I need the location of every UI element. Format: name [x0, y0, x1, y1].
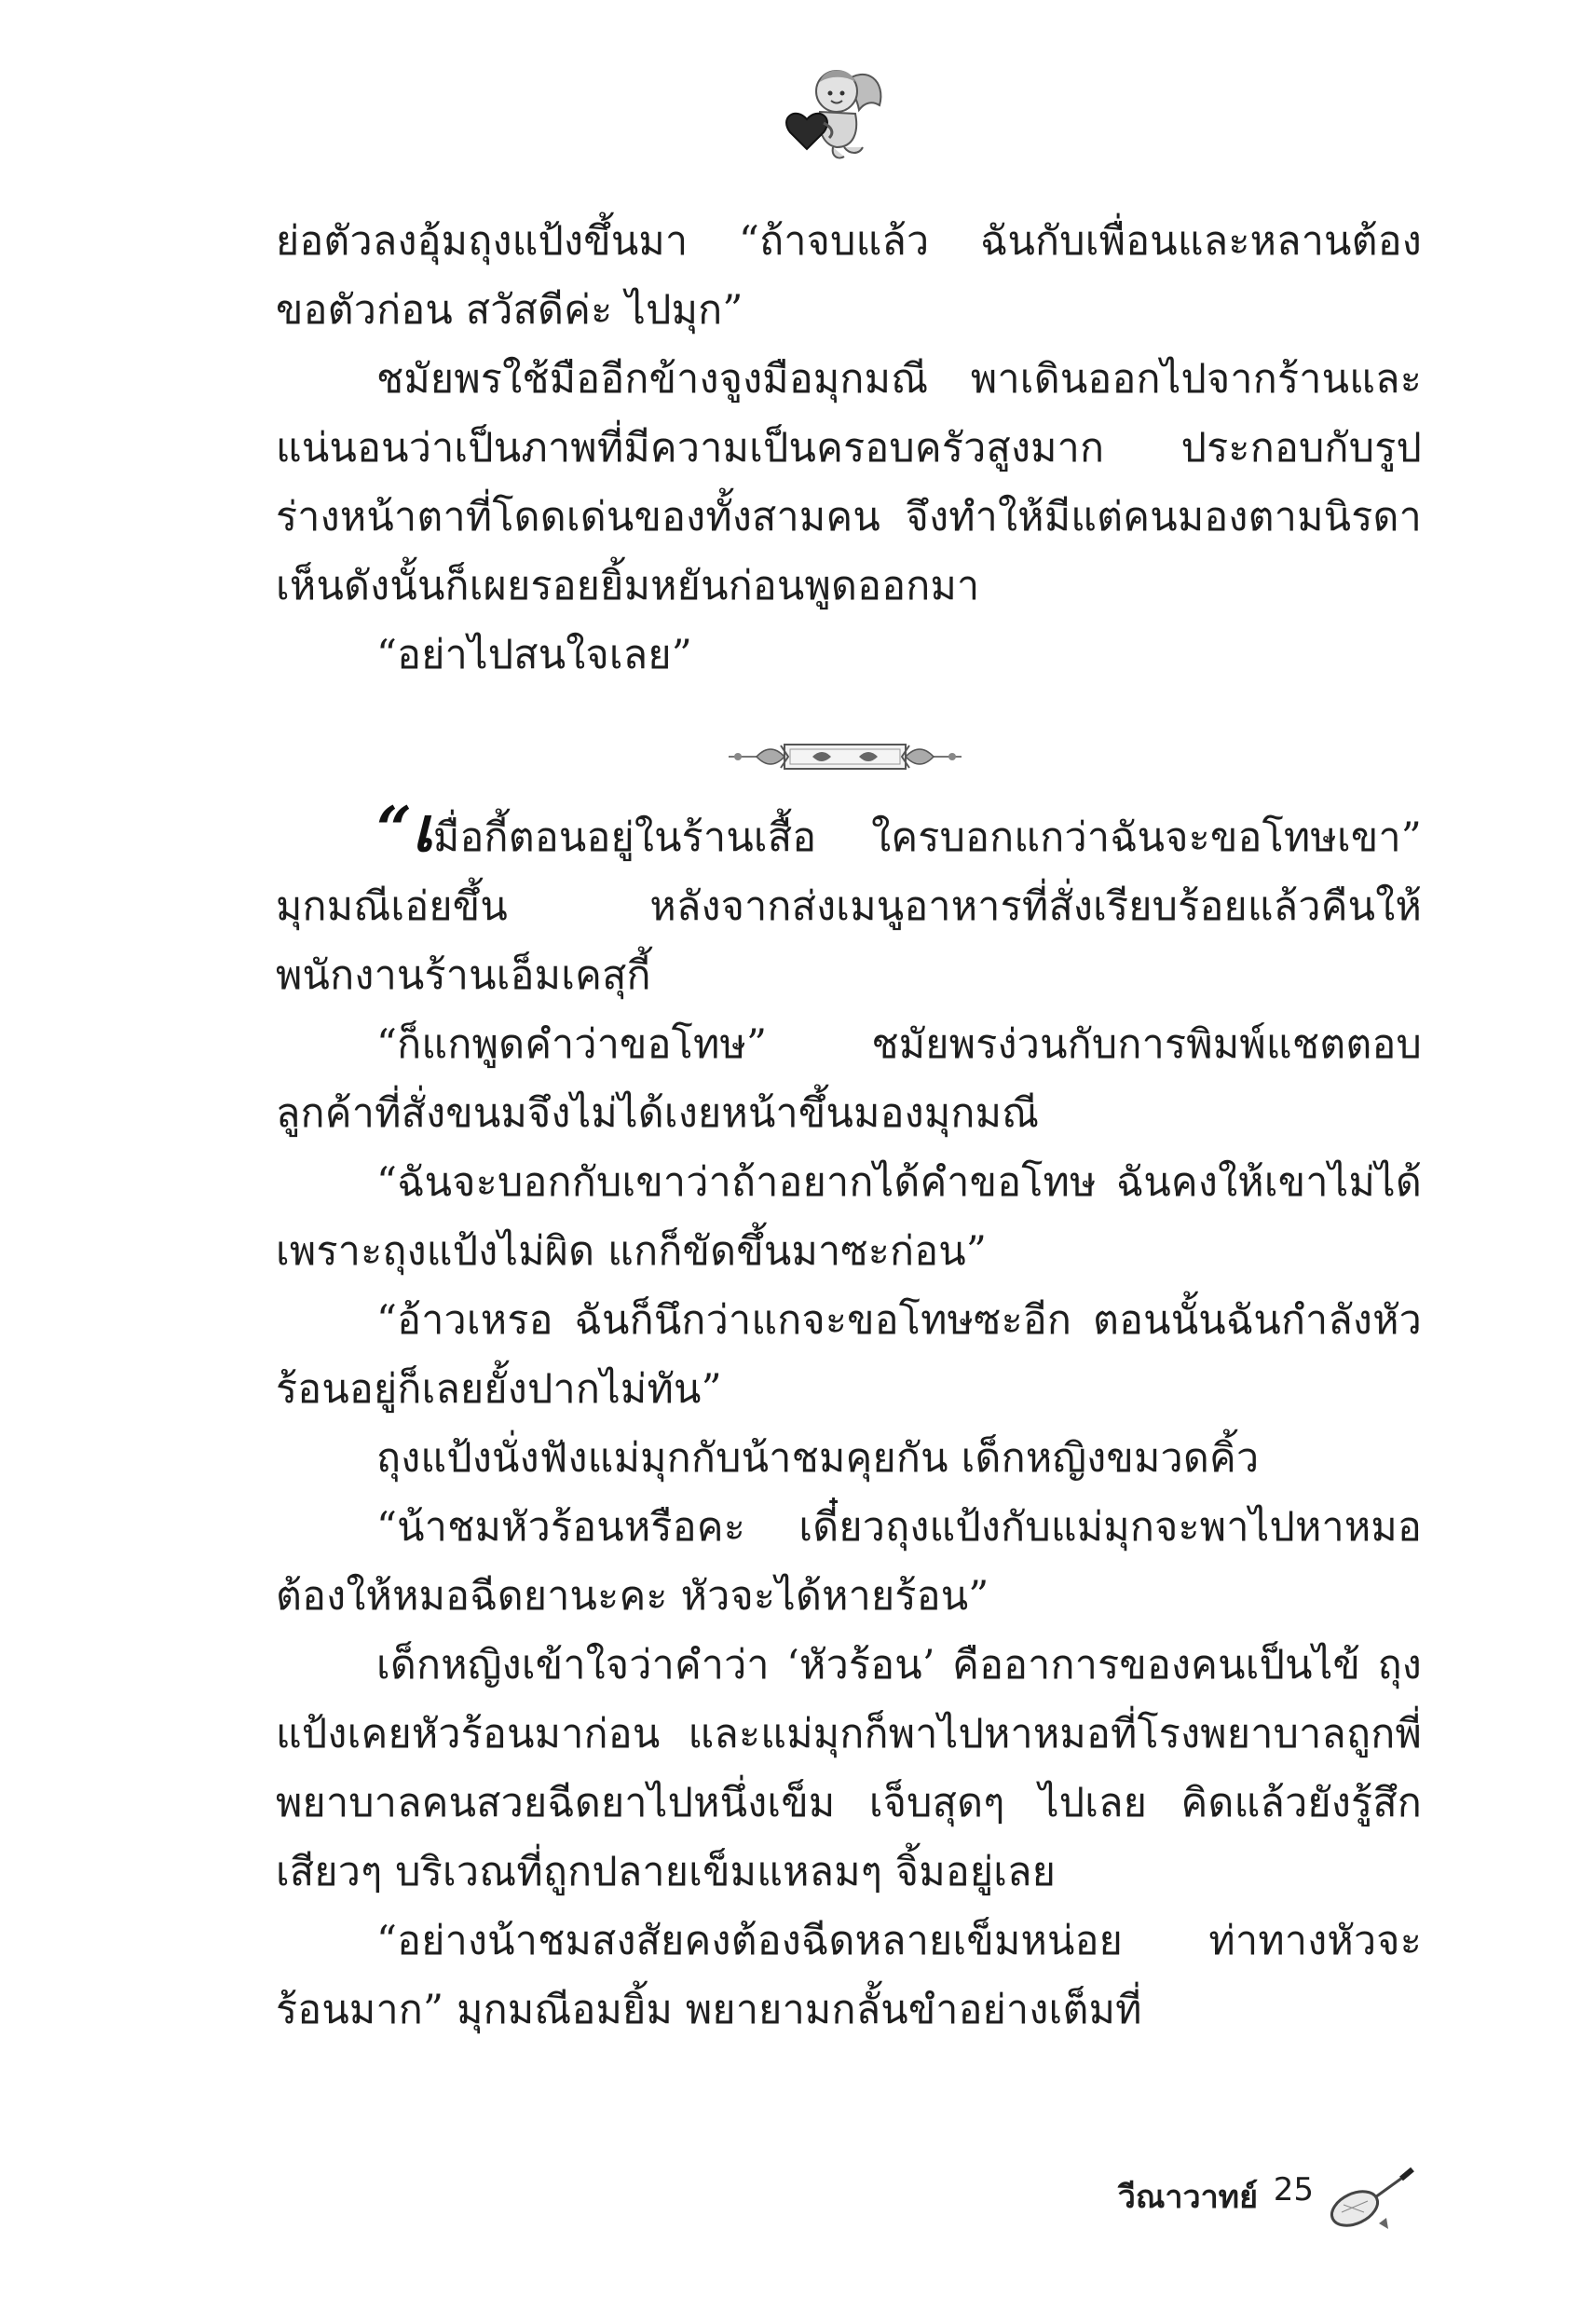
book-title: วีณาวาทย์ — [1117, 2179, 1258, 2216]
drop-cap: “เ — [376, 793, 433, 866]
paragraph: ถุงแป้งนั่งฟังแม่มุกกับน้าชมคุยกัน เด็กหญิงขมวดคิ้ว — [376, 1435, 1260, 1482]
paragraph: “อย่างน้าชมสงสัยคงต้องฉีดหลายเข็มหน่อย ท่าทางหัวจะร้อนมาก” มุกมณีอมยิ้ม พยายามกลั้นขำอย่างเต็มที่ — [276, 1918, 1422, 2033]
page-number: 25 — [1273, 2171, 1314, 2208]
text-block-top — [276, 207, 1422, 690]
text-block-main — [276, 793, 1422, 2044]
paragraph: “อ้าวเหรอ ฉันก็นึกว่าแกจะขอโทษซะอีก ตอนนั้นฉันกำลังหัวร้อนอยู่ก็เลยยั้งปากไม่ทัน” — [276, 1297, 1422, 1413]
paragraph: “ก็แกพูดคำว่าขอโทษ” ชมัยพรง่วนกับการพิมพ์แชตตอบลูกค้าที่สั่งขนมจึงไม่ได้เงยหน้าขึ้นมองมุกมณี — [276, 1021, 1422, 1137]
ornamental-divider-icon — [719, 729, 971, 785]
paragraph-first — [276, 793, 1422, 1010]
paragraph: “ฉันจะบอกกับเขาว่าถ้าอยากได้คำขอโทษ ฉันคงให้เขาไม่ได้ เพราะถุงแป้งไม่ผิด แกก็ขัดขึ้นมาซะก่อน” — [276, 1159, 1422, 1275]
paragraph: “อย่าไปสนใจเลย” — [376, 632, 692, 678]
paragraph: ย่อตัวลงอุ้มถุงแป้งขึ้นมา “ถ้าจบแล้ว ฉันกับเพื่อนและหลานต้องขอตัวก่อน สวัสดีค่ะ ไปมุก” — [276, 218, 1422, 334]
paragraph: ชมัยพรใช้มืออีกข้างจูงมือมุกมณี พาเดินออกไปจากร้านและแน่นอนว่าเป็นภาพที่มีความเป็นครอบครัวสูงมาก ประกอบกับรูปร่างหน้าตาที่โดดเด่นของทั้งสามคน จึงทำให้มีแต่คนมองตามนิรดาเห็นดังนั้นก็เผยรอยยิ้มหยันก่อนพูดออกมา — [276, 356, 1422, 609]
page-footer — [1025, 2154, 1416, 2238]
paragraph: “น้าชมหัวร้อนหรือคะ เดี๋ยวถุงแป้งกับแม่มุกจะพาไปหาหมอต้องให้หมอฉีดยานะคะ หัวจะได้หายร้อน” — [276, 1504, 1422, 1620]
paragraph: เด็กหญิงเข้าใจว่าคำว่า ‘หัวร้อน’ คืออาการของคนเป็นไข้ ถุงแป้งเคยหัวร้อนมาก่อน และแม่มุกก็พาไปหาหมอที่โรงพยาบาลถูกพี่พยาบาลคนสวยฉีดยาไปหนึ่งเข็ม เจ็บสุดๆ ไปเลย คิดแล้วยังรู้สึกเสียวๆ บริเวณที่ถูกปลายเข็มแหลมๆ จิ้มอยู่เลย — [276, 1642, 1422, 1895]
badminton-racket-icon — [1323, 2154, 1416, 2238]
paragraph-text: มื่อกี้ตอนอยู่ในร้านเสื้อ ใครบอกแกว่าฉันจะขอโทษเขา” มุกมณีเอ่ยขึ้น หลังจากส่งเมนูอาหารที่สั่งเรียบร้อยแล้วคืนให้พนักงานร้านเอ็มเคสุกี้ — [276, 814, 1422, 999]
cherub-with-heart-icon — [779, 54, 891, 166]
